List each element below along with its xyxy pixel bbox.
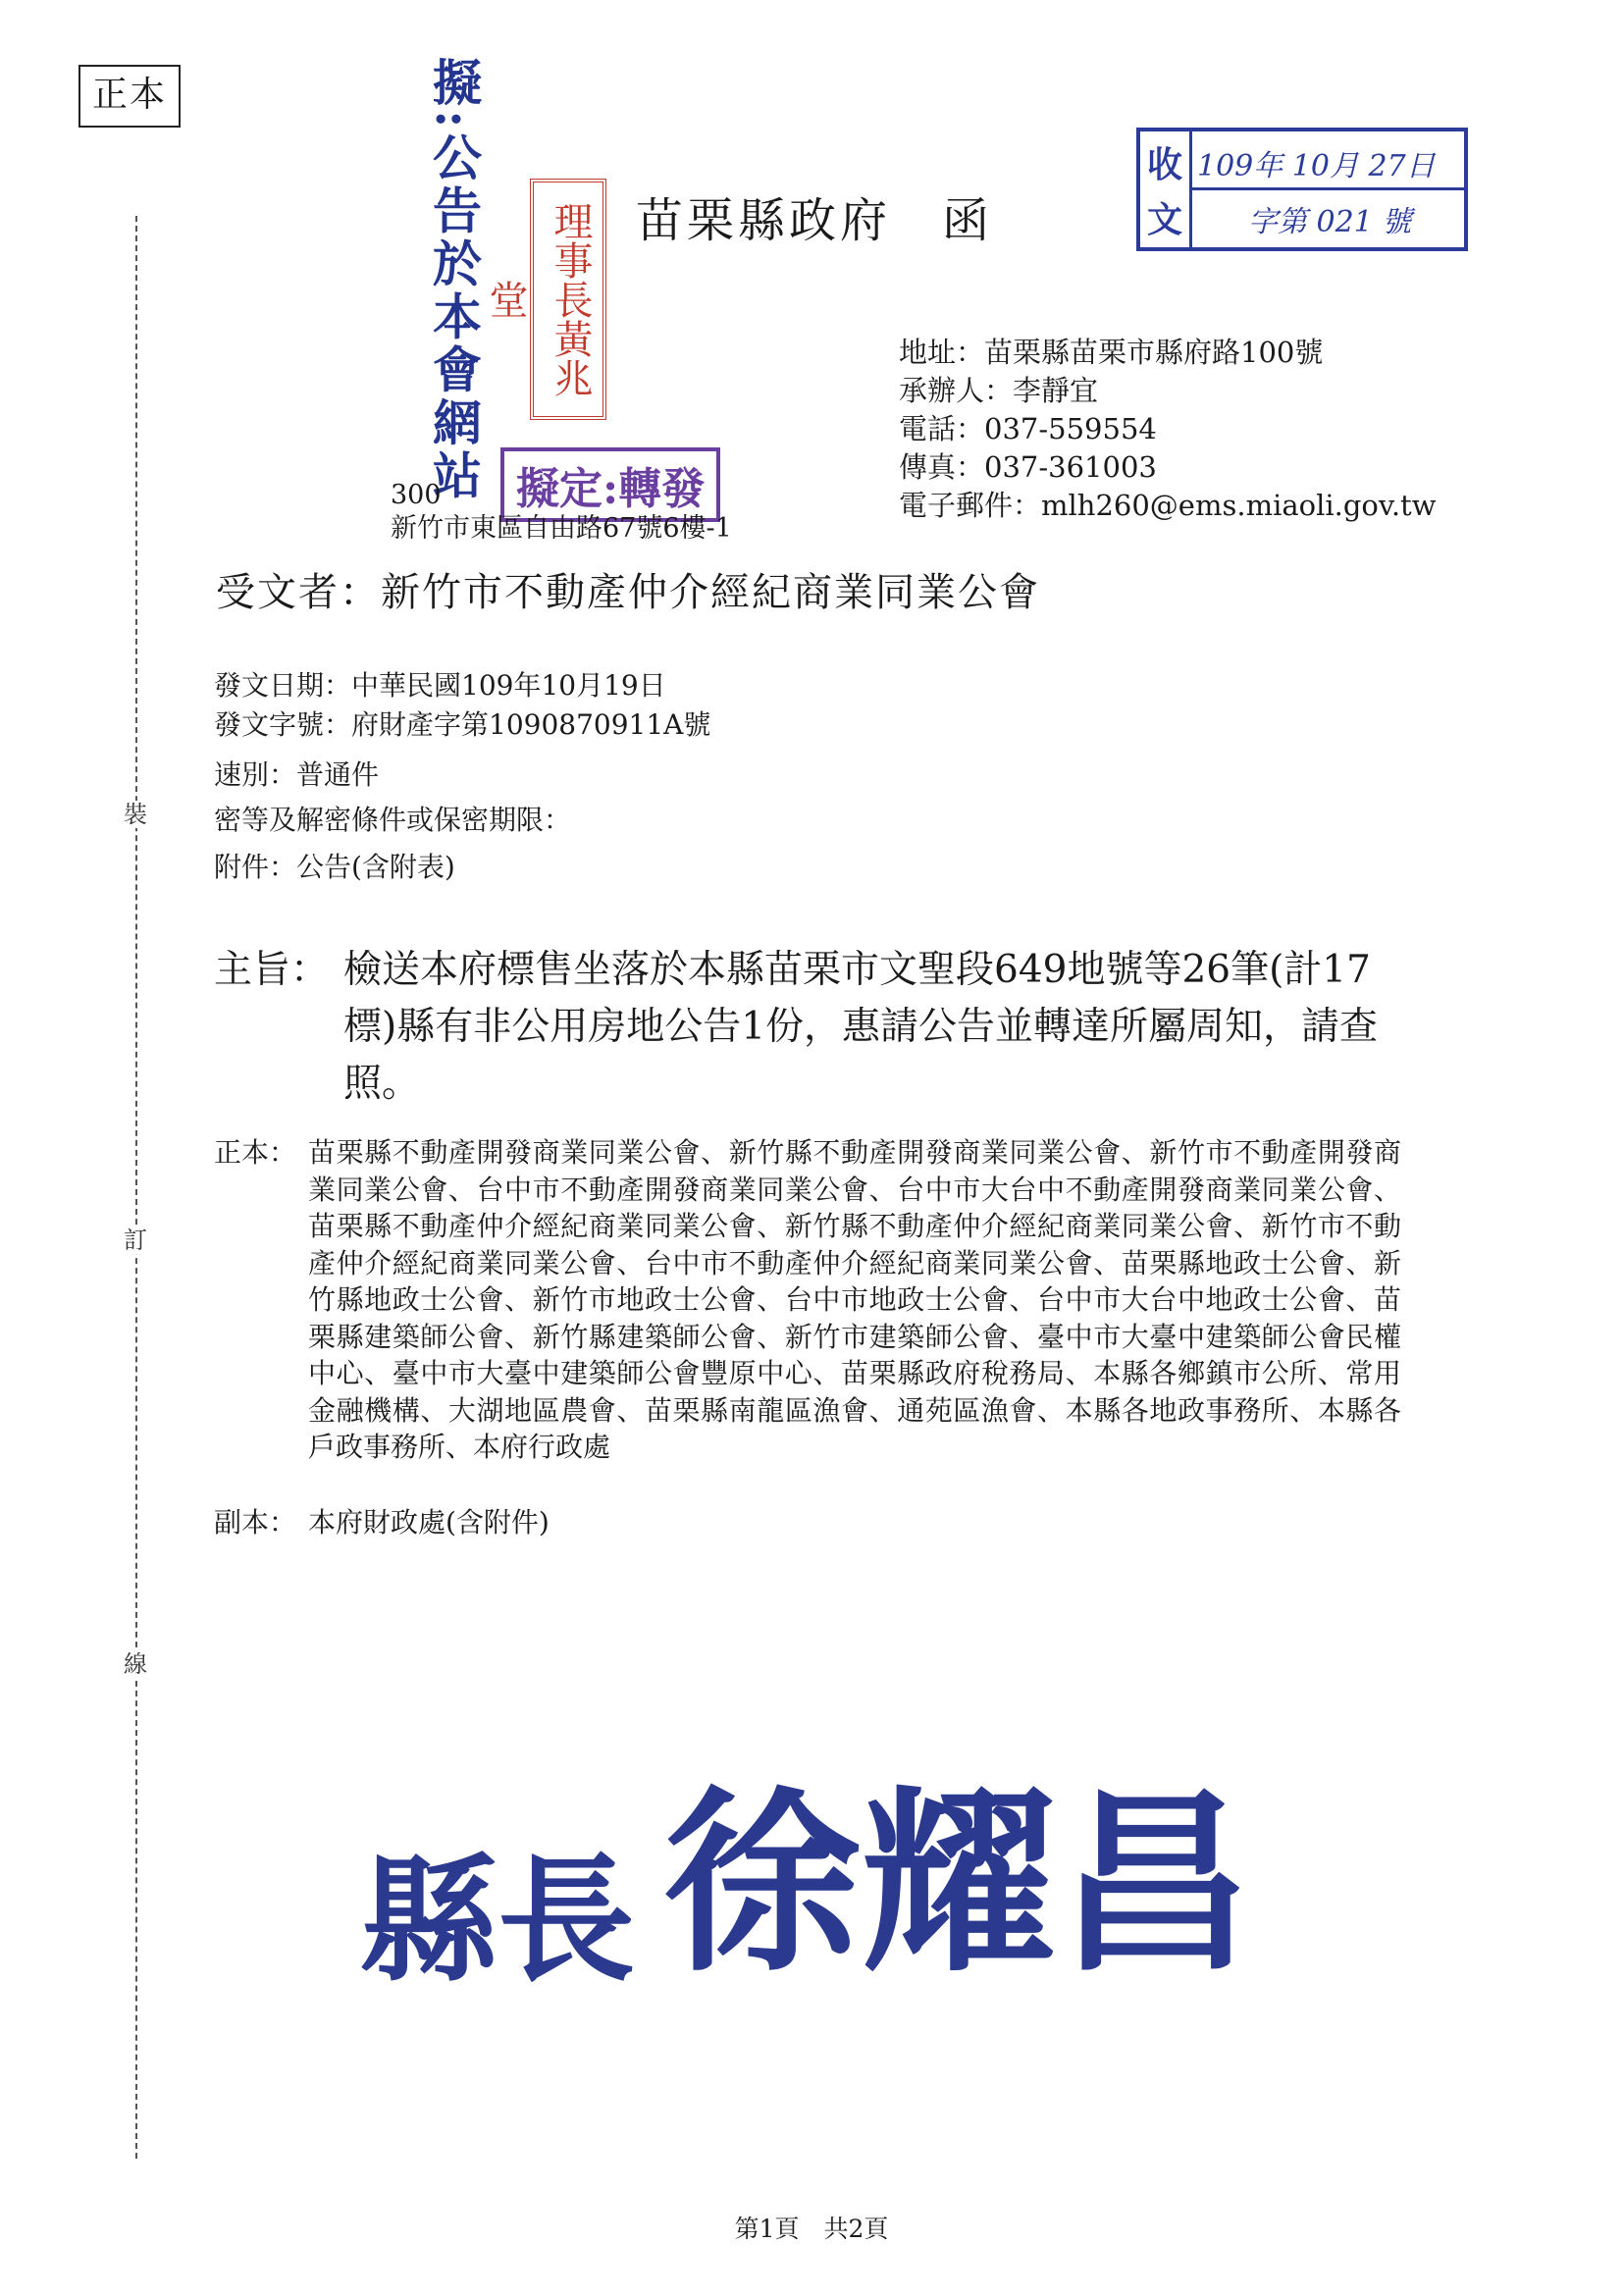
subject-block — [214, 942, 1421, 1113]
security-level: 密等及解密條件或保密期限： — [214, 804, 572, 836]
contact-handler: 承辦人：李靜宜 — [899, 374, 1099, 407]
chairman-seal: 理事長黃兆堂 — [530, 179, 606, 420]
binding-mark-ding: 訂 — [124, 1226, 147, 1254]
document-number: 發文字號：府財產字第1090870911A號 — [214, 708, 711, 741]
receipt-label-document: 文 — [1146, 199, 1182, 240]
recipient-address: 新竹市東區自由路67號6樓-1 — [391, 513, 732, 544]
handwritten-note: 擬:公告於本會網站 — [425, 57, 483, 503]
binding-mark-xian: 線 — [124, 1650, 147, 1678]
subject-text: 檢送本府標售坐落於本縣苗栗市文聖段649地號等26筆(計17標)縣有非公用房地公告1份，惠請公告並轉達所屬周知，請查照。 — [343, 948, 1379, 1106]
copy-recipients-label: 副本： — [214, 1506, 297, 1539]
contact-block — [899, 334, 1437, 525]
contact-address: 地址：苗栗縣苗栗市縣府路100號 — [899, 336, 1324, 369]
document-title: 苗栗縣政府 函 — [636, 193, 994, 248]
recipient-address-block — [391, 479, 732, 546]
contact-phone: 電話：037-559554 — [899, 412, 1157, 445]
binding-mark-zhuang: 裝 — [124, 801, 147, 828]
subject-label: 主旨： — [214, 948, 330, 992]
copy-label: 正本 — [79, 65, 181, 128]
recipient: 受文者：新竹市不動產仲介經紀商業同業公會 — [216, 570, 1040, 615]
page-number: 第1頁 共2頁 — [734, 2215, 889, 2243]
copy-recipients-block — [214, 1504, 1401, 1541]
receipt-number: 字第 021 號 — [1248, 205, 1412, 239]
seal-name: 徐耀昌 — [663, 1768, 1253, 1999]
copy-recipients-text: 本府財政處(含附件) — [308, 1506, 550, 1539]
issue-date: 發文日期：中華民國109年10月19日 — [214, 669, 666, 702]
seal-title: 縣長 — [360, 1841, 636, 2002]
contact-email: 電子郵件：mlh260@ems.miaoli.gov.tw — [899, 489, 1437, 522]
original-recipients-label: 正本： — [214, 1136, 297, 1169]
attachment: 附件：公告(含附表) — [214, 851, 455, 883]
contact-fax: 傳真：037-361003 — [899, 450, 1157, 484]
speed-class: 速別：普通件 — [214, 758, 380, 791]
postal-code: 300 — [391, 480, 442, 510]
receipt-label-received: 收 — [1146, 144, 1182, 185]
magistrate-seal — [306, 1727, 1307, 2009]
binding-line — [135, 216, 137, 2159]
original-recipients-text: 苗栗縣不動產開發商業同業公會、新竹縣不動產開發商業同業公會、新竹市不動產開發商業同業公會、台中市不動產開發商業同業公會、台中市大台中不動產開發商業同業公會、苗栗縣不動產仲介經紀商業同業公會、新竹縣不動產仲介經紀商業同業公會、新竹市不動產仲介經紀商業同業公會、台中市不動產仲介經紀商業同業公會、苗栗縣地政士公會、新竹縣地政士公會、新竹市地政士公會、台中市地政士公會、台中市大台中地政士公會、苗栗縣建築師公會、新竹縣建築師公會、新竹市建築師公會、臺中市大臺中建築師公會民權中心、臺中市大臺中建築師公會豐原中心、苗栗縣政府稅務局、本縣各鄉鎮市公所、常用金融機構、大湖地區農會、苗栗縣南龍區漁會、通苑區漁會、本縣各地政事務所、本縣各戶政事務所、本府行政處 — [308, 1136, 1401, 1463]
receipt-stamp — [1136, 128, 1468, 251]
receipt-date: 109年 10月 27日 — [1197, 149, 1436, 183]
approval-stamp: 擬定:轉發 — [500, 447, 720, 522]
original-recipients-block — [214, 1134, 1401, 1466]
